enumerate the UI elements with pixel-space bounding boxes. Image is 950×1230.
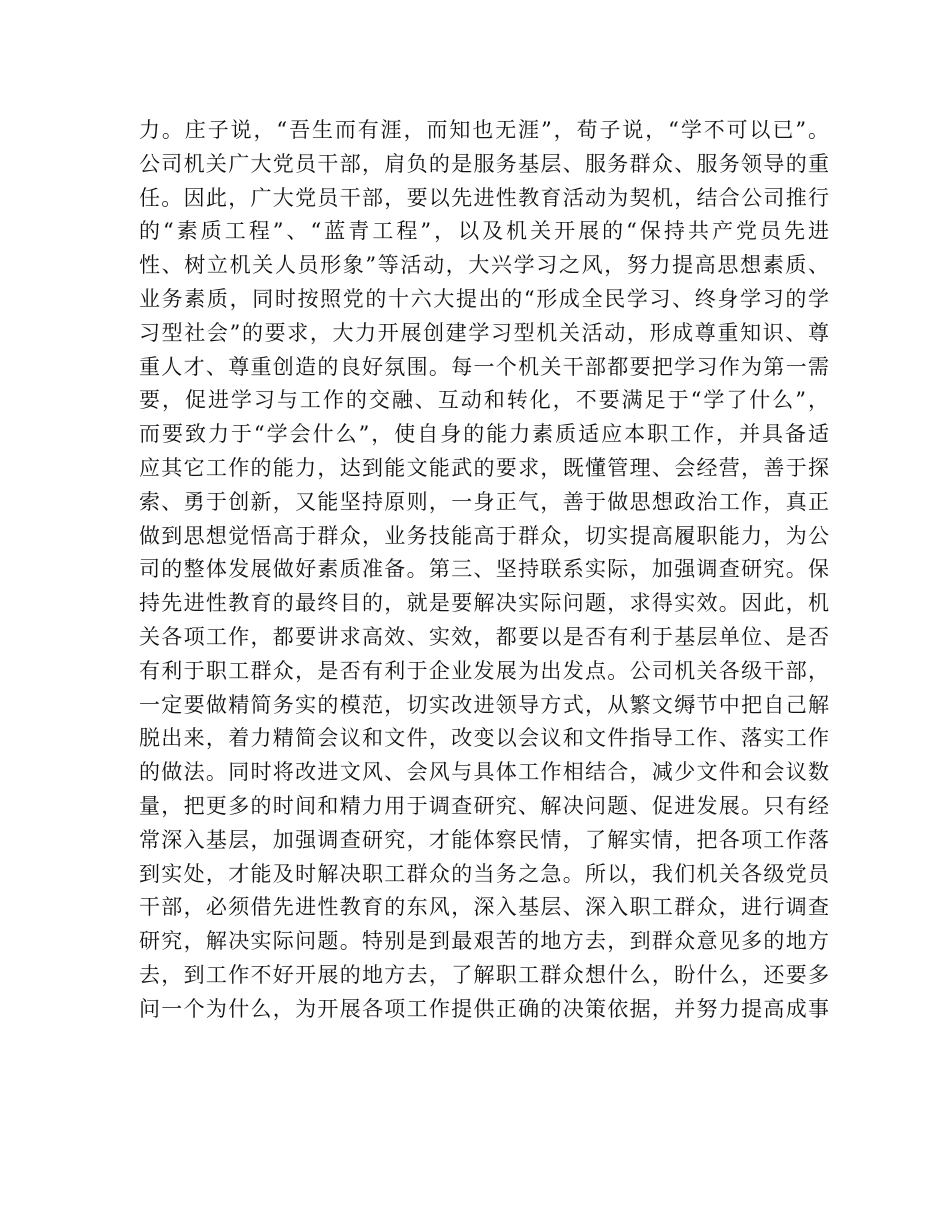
text-line: 索、勇于创新，又能坚持原则，一身正气，善于做思想政治工作，真正: [139, 489, 829, 514]
text-line: 做到思想觉悟高于群众，业务技能高于群众，切实提高履职能力，为公: [139, 523, 829, 548]
text-line: 脱出来，着力精简会议和文件，改变以会议和文件指导工作、落实工作: [139, 726, 829, 751]
text-line: 关各项工作，都要讲求高效、实效，都要以是否有利于基层单位、是否: [139, 624, 829, 649]
text-line: 干部，必须借先进性教育的东风，深入基层、深入职工群众，进行调查: [139, 895, 829, 920]
text-line: 重人才、尊重创造的良好氛围。每一个机关干部都要把学习作为第一需: [139, 354, 829, 379]
text-line: 力。庄子说，“吾生而有涯，而知也无涯”，荀子说，“学不可以已”。: [139, 118, 829, 142]
text-line: 的做法。同时将改进文风、会风与具体工作相结合，减少文件和会议数: [139, 760, 829, 785]
text-line: 持先进性教育的最终目的，就是要解决实际问题，求得实效。因此，机: [139, 591, 829, 616]
text-line: 性、树立机关人员形象”等活动，大兴学习之风，努力提高思想素质、: [139, 253, 829, 278]
body-text: [139, 114, 829, 1027]
text-line: 常深入基层，加强调查研究，才能体察民情，了解实情，把各项工作落: [139, 827, 829, 852]
text-line: 问一个为什么，为开展各项工作提供正确的决策依据，并努力提高成事: [139, 996, 829, 1021]
text-line: 习型社会”的要求，大力开展创建学习型机关活动，形成尊重知识、尊: [139, 320, 829, 345]
text-line: 的“素质工程”、“蓝青工程”，以及机关开展的“保持共产党员先进: [139, 219, 829, 244]
text-line: 而要致力于“学会什么”，使自身的能力素质适应本职工作，并具备适: [139, 422, 829, 447]
text-line: 任。因此，广大党员干部，要以先进性教育活动为契机，结合公司推行: [139, 185, 829, 210]
text-line: 要，促进学习与工作的交融、互动和转化，不要满足于“学了什么”，: [139, 388, 829, 413]
text-line: 研究，解决实际问题。特别是到最艰苦的地方去，到群众意见多的地方: [139, 929, 829, 954]
text-line: 量，把更多的时间和精力用于调查研究、解决问题、促进发展。只有经: [139, 793, 829, 818]
text-line: 去，到工作不好开展的地方去，了解职工群众想什么，盼什么，还要多: [139, 962, 829, 987]
text-line: 业务素质，同时按照党的十六大提出的“形成全民学习、终身学习的学: [139, 286, 829, 311]
text-line: 司的整体发展做好素质准备。第三、坚持联系实际，加强调查研究。保: [139, 557, 829, 582]
text-line: 有利于职工群众，是否有利于企业发展为出发点。公司机关各级干部，: [139, 658, 829, 683]
text-line: 到实处，才能及时解决职工群众的当务之急。所以，我们机关各级党员: [139, 861, 829, 886]
text-line: 应其它工作的能力，达到能文能武的要求，既懂管理、会经营，善于探: [139, 455, 829, 480]
text-line: 一定要做精简务实的模范，切实改进领导方式，从繁文缛节中把自己解: [139, 692, 829, 717]
text-line: 公司机关广大党员干部，肩负的是服务基层、服务群众、服务领导的重: [139, 151, 829, 176]
